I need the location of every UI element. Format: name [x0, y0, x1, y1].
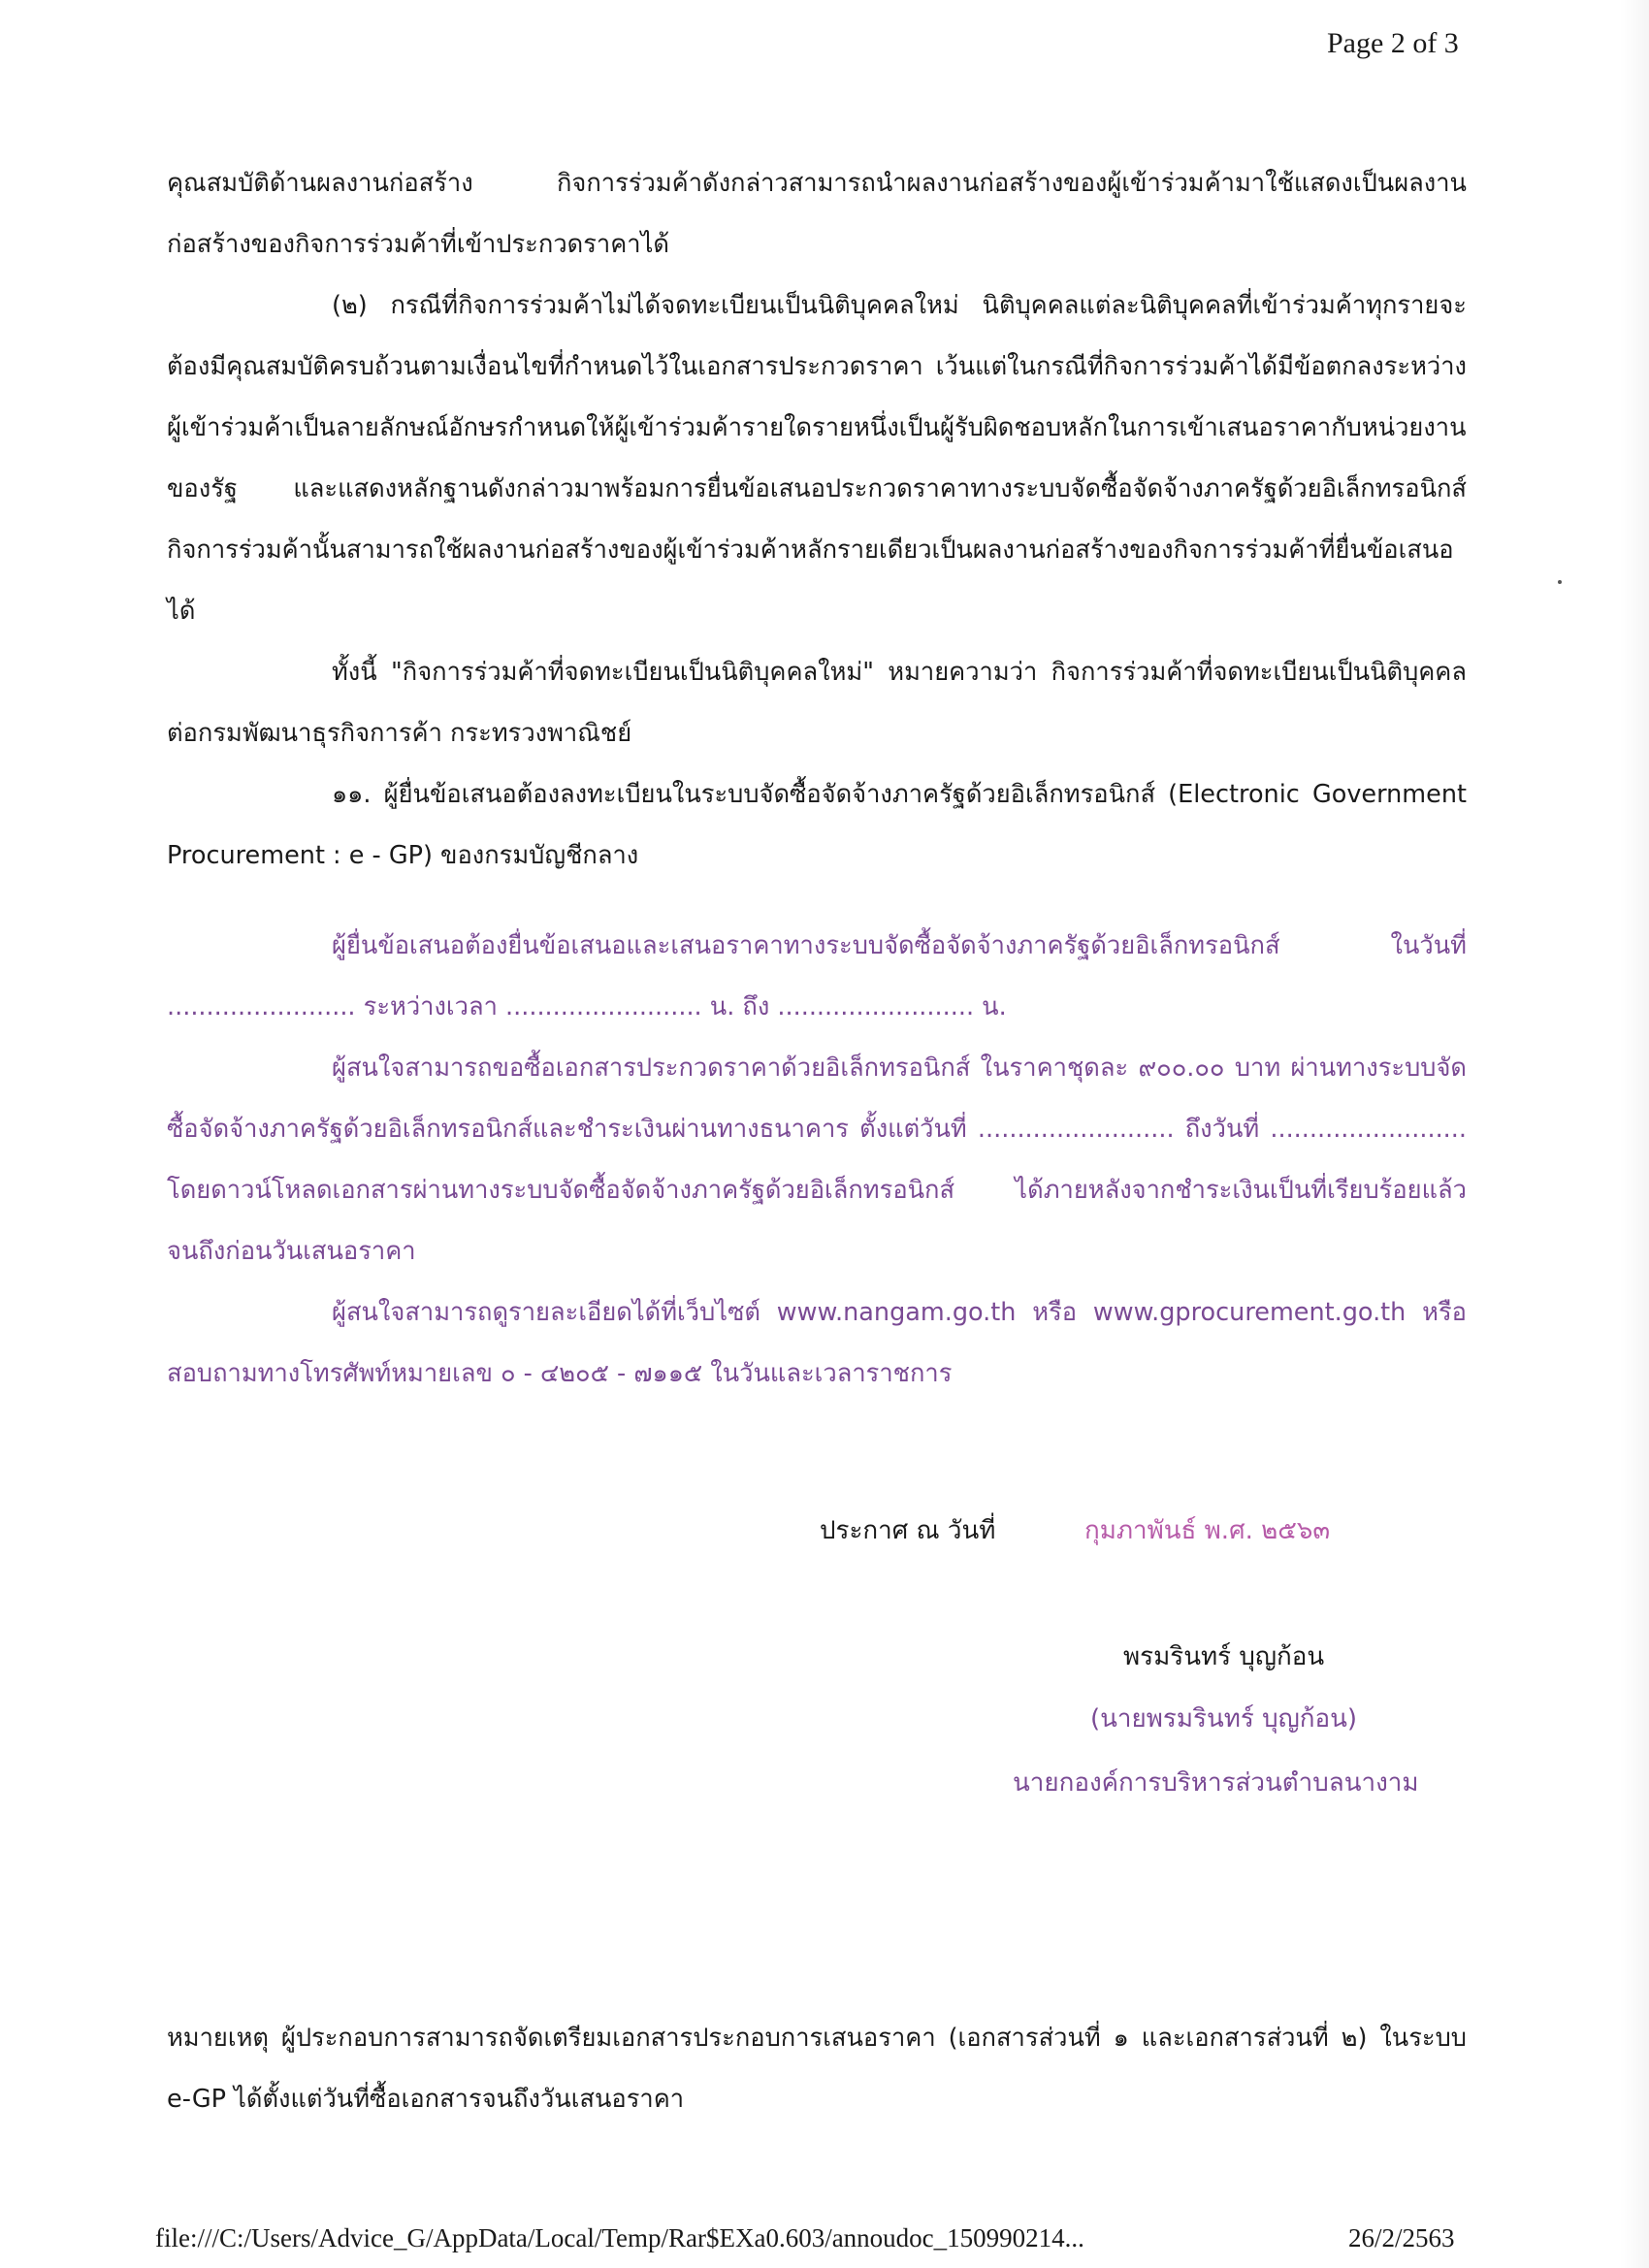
signature-name-full: (นายพรมรินทร์ บุญก้อน) [1090, 1704, 1358, 1733]
page-number: Page 2 of 3 [1327, 27, 1459, 59]
footer-date: 26/2/2563 [1348, 2223, 1455, 2252]
paragraph-definition: ทั้งนี้ "กิจการร่วมค้าที่จดทะเบียนเป็นนิติบุคคลใหม่" หมายความว่า กิจการร่วมค้าที่จดทะเบียนเป็นนิติบุคคลต่อกรมพัฒนาธุรกิจการค้า กระทรวงพาณิชย์ [167, 658, 1467, 748]
paragraph-contact-info: ผู้สนใจสามารถดูรายละเอียดได้ที่เว็บไซต์ www.nangam.go.th หรือ www.gprocurement.go.th หรือสอบถามทางโทรศัพท์หมายเลข ๐ - ๔๒๐๕ - ๗๑๑๕ ในวันและเวลาราชการ [167, 1298, 1467, 1388]
announcement-date: กุมภาพันธ์ พ.ศ. ๒๕๖๓ [1084, 1516, 1331, 1545]
signature-position: นายกองค์การบริหารส่วนตำบลนางาม [1013, 1768, 1419, 1798]
paragraph-unregistered-joint-venture: (๒) กรณีที่กิจการร่วมค้าไม่ได้จดทะเบียนเป็นนิติบุคคลใหม่ นิติบุคคลแต่ละนิติบุคคลที่เข้าร่วมค้าทุกรายจะต้องมีคุณสมบัติครบถ้วนตามเงื่อนไขที่กำหนดไว้ในเอกสารประกวดราคา เว้นแต่ในกรณีที่กิจการร่วมค้าได้มีข้อตกลงระหว่างผู้เข้าร่วมค้าเป็นลายลักษณ์อักษรกำหนดให้ผู้เข้าร่วมค้ารายใดรายหนึ่งเป็นผู้รับผิดชอบหลักในการเข้าเสนอราคากับหน่วยงานของรัฐ และแสดงหลักฐานดังกล่าวมาพร้อมการยื่นข้อเสนอประกวดราคาทางระบบจัดซื้อจัดจ้างภาครัฐด้วยอิเล็กทรอนิกส์ กิจการร่วมค้านั้นสามารถใช้ผลงานก่อสร้างของผู้เข้าร่วมค้าหลักรายเดียวเป็นผลงานก่อสร้างของกิจการร่วมค้าที่ยื่นข้อเสนอได้ [167, 291, 1467, 626]
footer-file-path: file:///C:/Users/Advice_G/AppData/Local/Temp/Rar$EXa0.603/annoudoc_150990214... [155, 2223, 1084, 2252]
paragraph-submission-date: ผู้ยื่นข้อเสนอต้องยื่นข้อเสนอและเสนอราคาทางระบบจัดซื้อจัดจ้างภาครัฐด้วยอิเล็กทรอนิกส์ ในวันที่ ........................ ระหว่างเวลา ......................... น. ถึง ......................... น. [167, 931, 1467, 1021]
signature-name: พรมรินทร์ บุญก้อน [1123, 1642, 1325, 1671]
paragraph-purchase-document: ผู้สนใจสามารถขอซื้อเอกสารประกวดราคาด้วยอิเล็กทรอนิกส์ ในราคาชุดละ ๙๐๐.๐๐ บาท ผ่านทางระบบจัดซื้อจัดจ้างภาครัฐด้วยอิเล็กทรอนิกส์และชำระเงินผ่านทางธนาคาร ตั้งแต่วันที่ ......................... ถึงวันที่ ......................... โดยดาวน์โหลดเอกสารผ่านทางระบบจัดซื้อจัดจ้างภาครัฐด้วยอิเล็กทรอนิกส์ ได้ภายหลังจากชำระเงินเป็นที่เรียบร้อยแล้วจนถึงก่อนวันเสนอราคา [167, 1053, 1467, 1266]
announcement-label: ประกาศ ณ วันที่ [820, 1516, 996, 1545]
paragraph-joint-venture-qualification: คุณสมบัติด้านผลงานก่อสร้าง กิจการร่วมค้าดังกล่าวสามารถนำผลงานก่อสร้างของผู้เข้าร่วมค้ามาใช้แสดงเป็นผลงานก่อสร้างของกิจการร่วมค้าที่เข้าประกวดราคาได้ [167, 169, 1467, 259]
scan-edge [1620, 0, 1649, 2268]
note-text: หมายเหตุ ผู้ประกอบการสามารถจัดเตรียมเอกสารประกอบการเสนอราคา (เอกสารส่วนที่ ๑ และเอกสารส่วนที่ ๒) ในระบบ e-GP ได้ตั้งแต่วันที่ซื้อเอกสารจนถึงวันเสนอราคา [167, 2024, 1467, 2114]
scan-speck [1558, 580, 1562, 584]
paragraph-egp-registration: ๑๑. ผู้ยื่นข้อเสนอต้องลงทะเบียนในระบบจัดซื้อจัดจ้างภาครัฐด้วยอิเล็กทรอนิกส์ (Electronic Government Procurement : e - GP) ของกรมบัญชีกลาง [167, 780, 1467, 870]
